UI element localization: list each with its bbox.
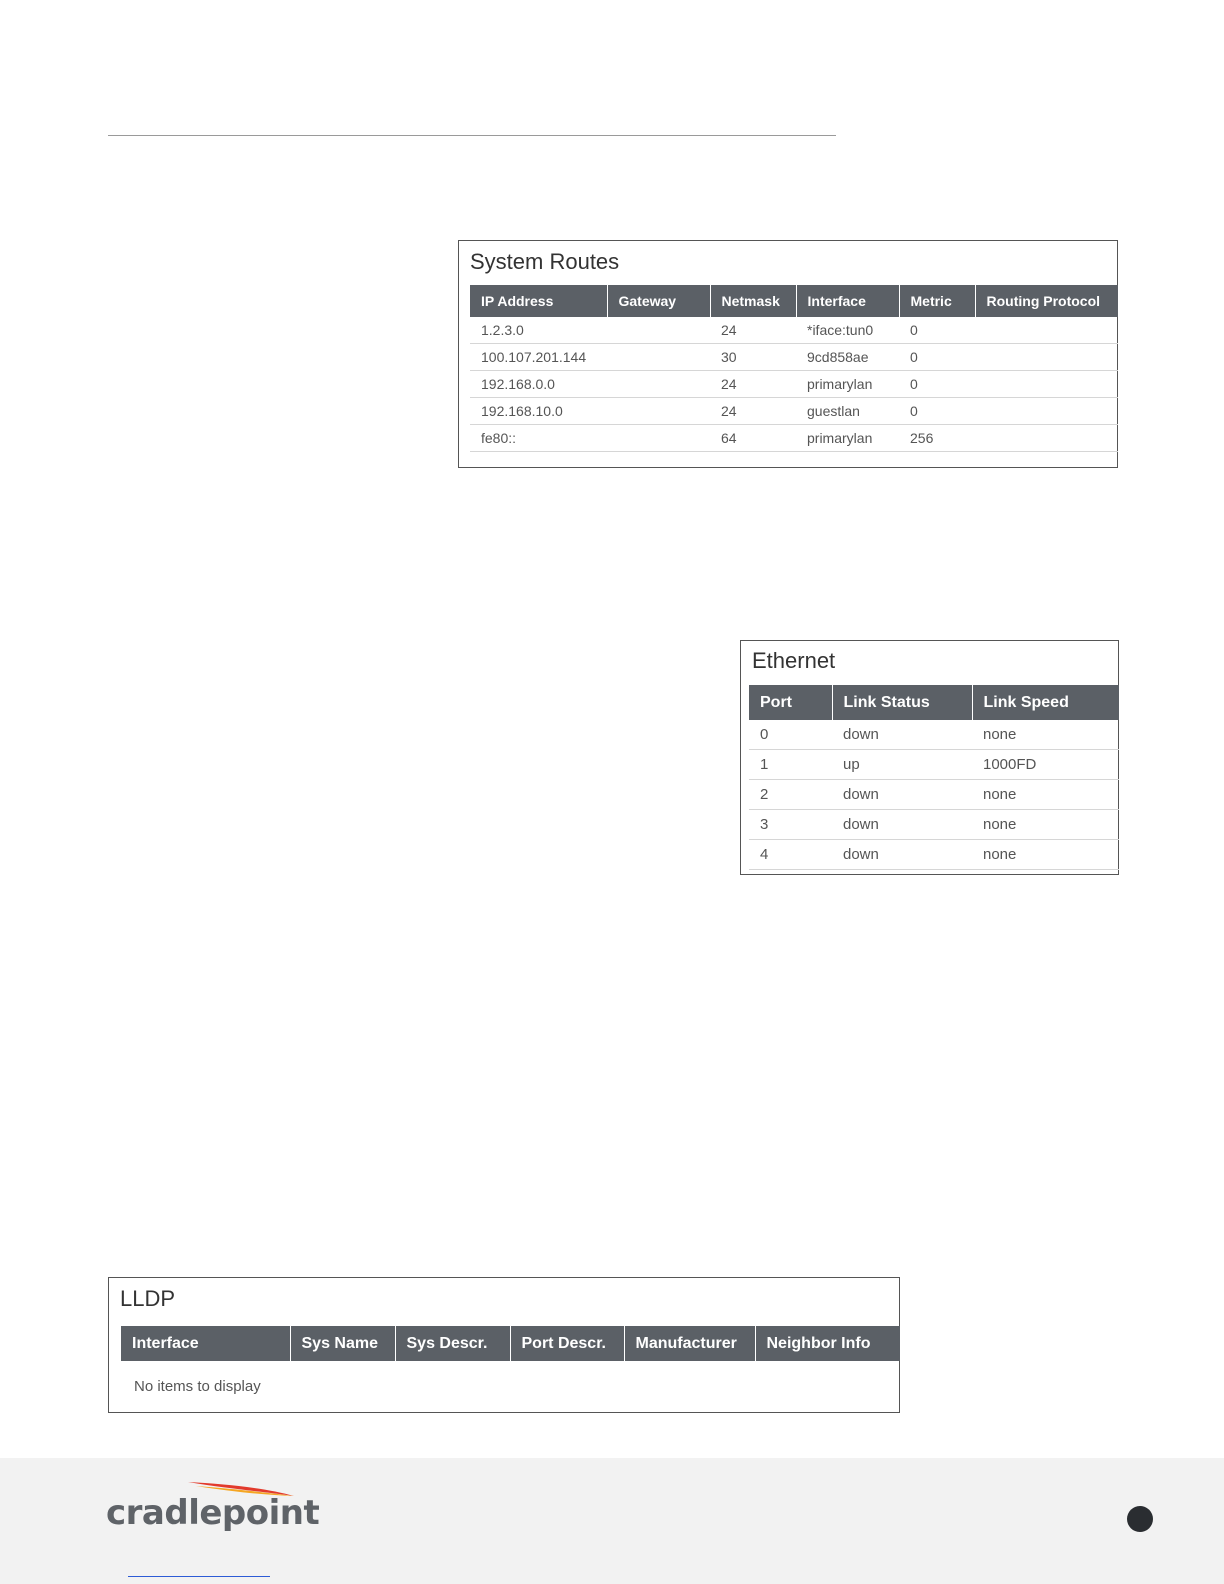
column-header-port-descr[interactable]: Port Descr. bbox=[510, 1326, 624, 1361]
logo-wordmark: cradlepoint bbox=[106, 1493, 320, 1533]
cell-netmask: 30 bbox=[710, 344, 796, 371]
cell-metric: 256 bbox=[899, 425, 975, 452]
table-row bbox=[470, 317, 1118, 344]
table-row bbox=[749, 780, 1119, 810]
column-header-sys-name[interactable]: Sys Name bbox=[290, 1326, 395, 1361]
cell-gateway bbox=[607, 398, 710, 425]
table-row bbox=[749, 720, 1119, 750]
cell-gateway bbox=[607, 317, 710, 344]
panel-title: System Routes bbox=[470, 249, 620, 274]
cradlepoint-logo bbox=[106, 1480, 320, 1540]
cell-netmask: 64 bbox=[710, 425, 796, 452]
cell-ip-address: fe80:: bbox=[470, 425, 607, 452]
page-number-dot-icon bbox=[1127, 1506, 1153, 1532]
cell-link-speed: 1000FD bbox=[972, 750, 1119, 780]
table-row bbox=[470, 344, 1118, 371]
cell-routing-protocol bbox=[975, 344, 1118, 371]
cell-netmask: 24 bbox=[710, 398, 796, 425]
cell-interface: 9cd858ae bbox=[796, 344, 899, 371]
cell-metric: 0 bbox=[899, 317, 975, 344]
cell-routing-protocol bbox=[975, 398, 1118, 425]
column-header-routing-protocol[interactable]: Routing Protocol bbox=[975, 285, 1118, 317]
cell-link-speed: none bbox=[972, 810, 1119, 840]
ethernet-table bbox=[749, 685, 1119, 870]
column-header-interface[interactable]: Interface bbox=[121, 1326, 290, 1361]
cell-interface: primarylan bbox=[796, 371, 899, 398]
table-row bbox=[749, 810, 1119, 840]
table-row bbox=[470, 398, 1118, 425]
table-row bbox=[470, 425, 1118, 452]
cell-gateway bbox=[607, 425, 710, 452]
cell-gateway bbox=[607, 371, 710, 398]
cell-link-status: down bbox=[832, 780, 972, 810]
cell-port: 2 bbox=[749, 780, 832, 810]
table-row bbox=[749, 750, 1119, 780]
column-header-ip-address[interactable]: IP Address bbox=[470, 285, 607, 317]
column-header-netmask[interactable]: Netmask bbox=[710, 285, 796, 317]
lldp-panel bbox=[108, 1277, 900, 1413]
cell-routing-protocol bbox=[975, 371, 1118, 398]
cell-port: 0 bbox=[749, 720, 832, 750]
footer-link-underline[interactable] bbox=[128, 1576, 270, 1577]
table-row bbox=[749, 840, 1119, 870]
cell-ip-address: 100.107.201.144 bbox=[470, 344, 607, 371]
cell-metric: 0 bbox=[899, 344, 975, 371]
cell-ip-address: 192.168.10.0 bbox=[470, 398, 607, 425]
cell-link-status: down bbox=[832, 720, 972, 750]
section-divider bbox=[108, 135, 836, 136]
cell-netmask: 24 bbox=[710, 317, 796, 344]
column-header-interface[interactable]: Interface bbox=[796, 285, 899, 317]
cell-ip-address: 1.2.3.0 bbox=[470, 317, 607, 344]
column-header-sys-descr[interactable]: Sys Descr. bbox=[395, 1326, 510, 1361]
panel-title: Ethernet bbox=[752, 648, 836, 673]
cell-interface: primarylan bbox=[796, 425, 899, 452]
column-header-gateway[interactable]: Gateway bbox=[607, 285, 710, 317]
column-header-metric[interactable]: Metric bbox=[899, 285, 975, 317]
lldp-table bbox=[121, 1326, 900, 1361]
column-header-link-status[interactable]: Link Status bbox=[832, 685, 972, 720]
table-header-row bbox=[121, 1326, 900, 1361]
column-header-port[interactable]: Port bbox=[749, 685, 832, 720]
system-routes-table bbox=[470, 285, 1118, 452]
cell-interface: guestlan bbox=[796, 398, 899, 425]
table-row bbox=[470, 371, 1118, 398]
cell-link-speed: none bbox=[972, 780, 1119, 810]
cell-ip-address: 192.168.0.0 bbox=[470, 371, 607, 398]
system-routes-panel bbox=[458, 240, 1118, 468]
cell-link-status: down bbox=[832, 810, 972, 840]
column-header-manufacturer[interactable]: Manufacturer bbox=[624, 1326, 755, 1361]
page-footer bbox=[0, 1458, 1224, 1584]
cell-link-speed: none bbox=[972, 720, 1119, 750]
cell-link-status: down bbox=[832, 840, 972, 870]
cell-interface: *iface:tun0 bbox=[796, 317, 899, 344]
cell-routing-protocol bbox=[975, 317, 1118, 344]
cell-netmask: 24 bbox=[710, 371, 796, 398]
cell-metric: 0 bbox=[899, 398, 975, 425]
cell-link-speed: none bbox=[972, 840, 1119, 870]
cell-gateway bbox=[607, 344, 710, 371]
column-header-neighbor-info[interactable]: Neighbor Info bbox=[755, 1326, 900, 1361]
cell-port: 1 bbox=[749, 750, 832, 780]
column-header-link-speed[interactable]: Link Speed bbox=[972, 685, 1119, 720]
cell-port: 3 bbox=[749, 810, 832, 840]
panel-title: LLDP bbox=[120, 1286, 176, 1311]
cell-metric: 0 bbox=[899, 371, 975, 398]
ethernet-panel bbox=[740, 640, 1119, 875]
table-header-row bbox=[749, 685, 1119, 720]
cell-port: 4 bbox=[749, 840, 832, 870]
empty-state-message: No items to display bbox=[134, 1378, 261, 1395]
cell-routing-protocol bbox=[975, 425, 1118, 452]
cell-link-status: up bbox=[832, 750, 972, 780]
table-header-row bbox=[470, 285, 1118, 317]
